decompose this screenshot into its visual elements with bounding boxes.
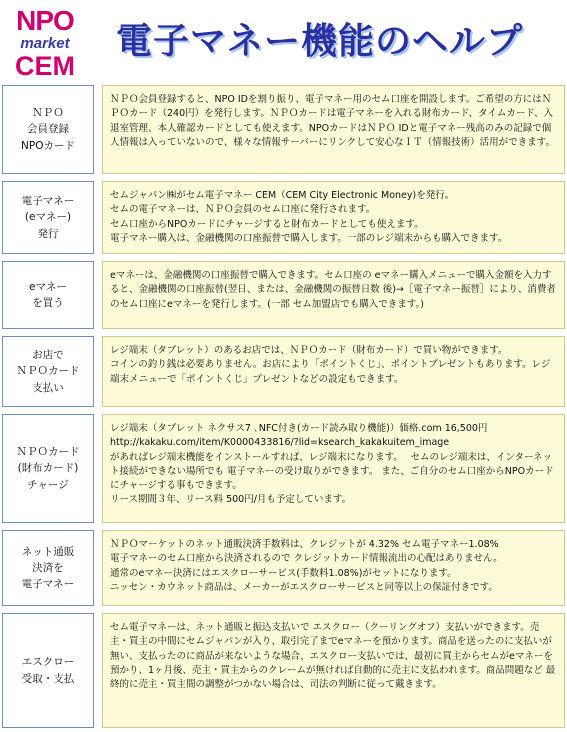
help-row-online-settlement <box>2 530 565 606</box>
row-label: お店で ＮＰＯカード 支払い <box>2 336 94 407</box>
help-row-card-charge <box>2 414 565 523</box>
row-label: ＮＰＯカード (財布カード) チャージ <box>2 414 94 523</box>
row-label: ＮＰＯ 会員登録 NPOカード <box>2 85 94 174</box>
logo-market: market <box>20 35 70 52</box>
help-row-buy-emoney <box>2 261 565 329</box>
row-description: レジ端末（タブレット）のあるお店では、ＮＰＯカード（財布カード）で買い物ができます。 コインの釣り銭は必要ありません。お店により「ポイントくじ」、ポイントプレゼントもあります。レジ端末メニューで「ポイントくじ」プレゼントなどの設定もできます。 <box>102 336 565 407</box>
row-description: セムジャパン㈱がセム電子マネー CEM（CEM City Electronic Money)を発行。 セムの電子マネーは、ＮＰＯ会員のセム口座に発行されます。 セム口座からNPOカードにチャージすると財布カードとしても使えます。 電子マネー購入は、金融機関の口座振替で購入します。一部のレジ端末からも購入できます。 <box>102 181 565 254</box>
logo-npo: NPO <box>16 5 74 36</box>
row-label: 電子マネー (eマネー) 発行 <box>2 181 94 254</box>
row-description: セム電子マネーは、ネット通販と振込支払いで エスクロー（クーリングオフ）支払いができます。売主・買主の中間にセムジャパンが入り、取引完了までeマネーを預かります。商品を送ったのに支払いが無い、支払ったのに商品が来ないような場合、エスクロー支払いでは、最初に買主からセムがeマネーを預かり、1ヶ月後、売主・買主からのクレームが無ければ自動的に売主に支払われます。商品問題など 最終的に売主・買主間の調整がつかない場合は、司法の判断に従って戴きます。 <box>102 613 565 728</box>
help-row-store-payment <box>2 336 565 407</box>
row-label: eマネー を買う <box>2 261 94 329</box>
row-description: レジ端末（タブレット ネクサス7 ､NFC付き(カード読み取り機能)）価格.com 16,500円 http://kakaku.com/item/K0000433816/?lid=ksearch_kakakuitem_image があればレジ端末機能をインストールすれば、レジ端末になります。 セムのレジ端末は、インターネット接続ができない場所でも 電子マネーの受け取りができます。 また、ご自分のセム口座からNPOカードにチャージする事もできます。 リース期間３年、リース料 500円/月も予定しています。 <box>102 414 565 523</box>
help-row-npo-registration <box>2 85 565 174</box>
row-description: ＮＰＯマーケットのネット通販決済手数料は、クレジットが 4.32% セム電子マネー1.08% 電子マネーのセム口座から決済されるので クレジットカード情報流出の心配はありません。 通常のeマネー決済にはエスクローサービス(手数料1.08%)がセットになります。 ニッセン・カウネット商品は、メーカーがエスクローサービスと同等以上の保証付きです。 <box>102 530 565 606</box>
help-row-escrow <box>2 613 565 728</box>
row-description: eマネーは、金融機関の口座振替で購入できます。セム口座の eマネー購入メニューで購入金額を入力すると、金融機関の口座振替(翌日、または、金融機関の振替日数 後)→［電子マネー振替］により、消費者のセム口座にeマネーを発行します。(一部 セム加盟店でも購入できます。) <box>102 261 565 329</box>
row-label: エスクロー 受取・支払 <box>2 613 94 728</box>
npo-market-cem-logo <box>5 3 85 79</box>
row-label: ネット通販 決済を 電子マネー <box>2 530 94 606</box>
row-description: ＮＰＯ会員登録すると、NPO IDを割り振り、電子マネー用のセム口座を開設します。ご希望の方にはＮＰＯカード（240円）を発行します。ＮＰＯカードは電子マネーを入れる財布カード、タイムカード、入退室管理、本人確認カードとしても使えます。NPOカードはＮＰＯ IDと電子マネー残高のみの記録で個人情報は入っていないので、様々な情報サーバーにリンクして安心なＩＴ（情報技術）活用ができます。 <box>102 85 565 174</box>
help-row-emoney-issue <box>2 181 565 254</box>
logo-cem: CEM <box>15 51 75 81</box>
page-title: 電子マネー機能のヘルプ <box>116 21 524 62</box>
